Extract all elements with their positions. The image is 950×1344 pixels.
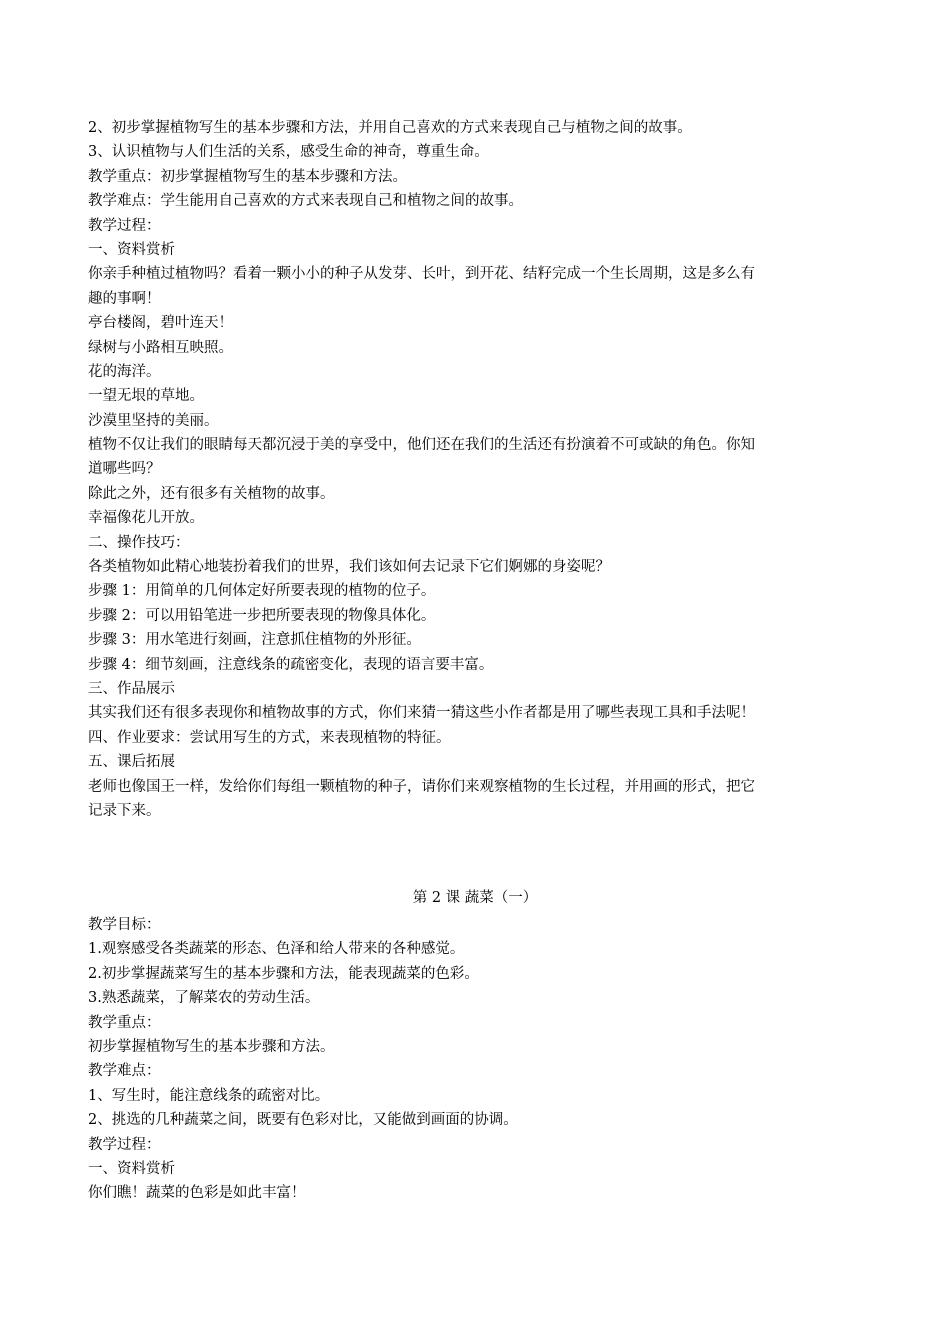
text-line: 花的海洋。 <box>88 363 161 380</box>
text-line: 3、认识植物与人们生活的关系，感受生命的神奇，尊重生命。 <box>88 144 489 161</box>
text-line: 幸福像花儿开放。 <box>88 510 204 527</box>
section-heading: 三、作品展示 <box>88 680 175 697</box>
text-line: 各类植物如此精心地装扮着我们的世界，我们该如何去记录下它们婀娜的身姿呢？ <box>88 559 610 576</box>
lesson2-title: 第 2 课 蔬菜（一） <box>412 890 538 906</box>
section-heading: 教学重点： <box>88 1014 161 1031</box>
section-heading: 教学难点： <box>88 1063 161 1080</box>
lesson2-body <box>88 913 868 1206</box>
lesson1-body <box>88 116 868 823</box>
section-heading: 一、资料赏析 <box>88 1160 175 1177</box>
section-heading: 教学过程： <box>88 217 161 234</box>
text-line: 1、写生时，能注意线条的疏密对比。 <box>88 1087 330 1104</box>
text-line: 沙漠里坚持的美丽。 <box>88 412 219 429</box>
text-line: 教学难点：学生能用自己喜欢的方式来表现自己和植物之间的故事。 <box>88 193 523 210</box>
text-line: 教学重点：初步掌握植物写生的基本步骤和方法。 <box>88 168 407 185</box>
section-heading: 二、操作技巧： <box>88 534 190 551</box>
text-line: 记录下来。 <box>88 802 161 819</box>
section-heading: 教学目标： <box>88 917 161 933</box>
text-line: 一望无垠的草地。 <box>88 388 204 405</box>
section-heading: 一、资料赏析 <box>88 241 175 258</box>
text-line: 1.观察感受各类蔬菜的形态、色泽和给人带来的各种感觉。 <box>88 941 465 958</box>
text-line: 道哪些吗？ <box>88 461 161 478</box>
text-line: 老师也像国王一样，发给你们每组一颗植物的种子，请你们来观察植物的生长过程，并用画的形式，把它 <box>88 778 755 795</box>
text-line: 2.初步掌握蔬菜写生的基本步骤和方法，能表现蔬菜的色彩。 <box>88 965 479 982</box>
text-line: 初步掌握植物写生的基本步骤和方法。 <box>88 1038 335 1055</box>
text-line: 步骤 1：用简单的几何体定好所要表现的植物的位子。 <box>88 583 436 600</box>
text-line: 除此之外，还有很多有关植物的故事。 <box>88 485 335 502</box>
text-line: 亭台楼阁，碧叶连天！ <box>88 315 233 332</box>
section-heading: 四、作业要求：尝试用写生的方式，来表现植物的特征。 <box>88 729 451 746</box>
text-line: 你们瞧！蔬菜的色彩是如此丰富！ <box>88 1185 306 1202</box>
text-line: 2、初步掌握植物写生的基本步骤和方法，并用自己喜欢的方式来表现自己与植物之间的故事。 <box>88 120 692 136</box>
section-heading: 教学过程： <box>88 1136 161 1153</box>
text-line: 趣的事啊！ <box>88 290 161 307</box>
text-line: 步骤 3：用水笔进行刻画，注意抓住植物的外形征。 <box>88 632 421 649</box>
text-line: 2、挑选的几种蔬菜之间，既要有色彩对比，又能做到画面的协调。 <box>88 1112 518 1129</box>
text-line: 3.熟悉蔬菜，了解菜农的劳动生活。 <box>88 990 320 1007</box>
text-line: 其实我们还有很多表现你和植物故事的方式，你们来猜一猜这些小作者都是用了哪些表现工具和手法呢！ <box>88 705 755 722</box>
section-heading: 五、课后拓展 <box>88 754 175 771</box>
text-line: 步骤 2：可以用铅笔进一步把所要表现的物像具体化。 <box>88 607 436 624</box>
text-line: 绿树与小路相互映照。 <box>88 339 233 356</box>
text-line: 步骤 4：细节刻画，注意线条的疏密变化，表现的语言要丰富。 <box>88 656 494 673</box>
text-line: 你亲手种植过植物吗？看着一颗小小的种子从发芽、长叶，到开花、结籽完成一个生长周期，这是多么有 <box>88 266 755 283</box>
text-line: 植物不仅让我们的眼睛每天都沉浸于美的享受中，他们还在我们的生活还有扮演着不可或缺的角色。你知 <box>88 437 755 454</box>
